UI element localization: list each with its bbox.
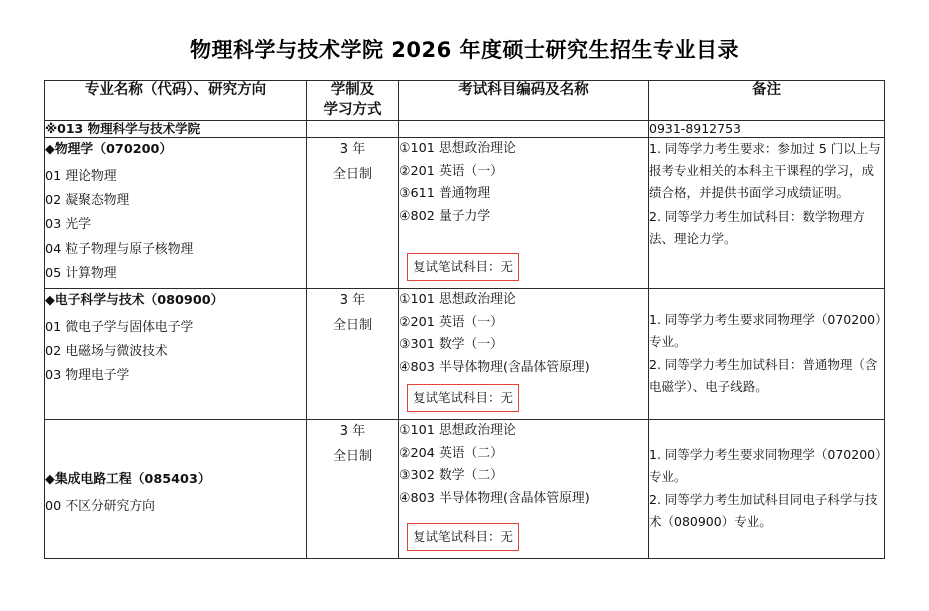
subheader-blank-subjects [399,121,649,138]
page-title: 物理科学与技术学院 2026 年度硕士研究生招生专业目录 [189,38,740,62]
study-mode-cell [307,420,399,559]
study-mode: 全日制 [332,318,372,334]
remark-item: 2. 同等学力考生加试科目同电子科学与技术（080900）专业。 [649,492,878,530]
research-direction: 01 微电子学与固体电子学 [45,319,194,335]
column-header-study-mode [307,81,399,121]
exam-subject: ①101 思想政治理论 [399,292,516,308]
retest-subject-highlight: 复试笔试科目：无 [407,523,519,552]
table-header [45,81,885,121]
research-direction: 02 电磁场与微波技术 [45,344,168,359]
college-phone: 0931-8912753 [649,121,885,138]
table-row [45,420,885,559]
remarks-cell [649,420,885,559]
research-direction: 05 计算物理 [45,265,117,281]
major-cell [45,420,307,559]
research-direction: 00 不区分研究方向 [45,498,155,514]
major-name: ◆集成电路工程（085403） [45,472,211,488]
remarks-cell [649,289,885,420]
exam-subjects-cell [399,420,649,559]
study-duration: 3 年 [339,293,366,309]
exam-subject: ④803 半导体物理(含晶体管原理) [399,490,590,506]
exam-subject: ②201 英语（一） [399,163,503,179]
study-duration: 3 年 [339,142,366,158]
major-cell [45,289,307,420]
major-name: ◆物理学（070200） [45,142,173,158]
column-header-exam-subjects: 考试科目编码及名称 [399,81,649,121]
column-header-major: 专业名称（代码）、研究方向 [45,81,307,121]
exam-subject: ③302 数学（二） [399,468,503,484]
exam-subject: ④802 量子力学 [399,208,491,224]
research-direction: 03 光学 [45,217,91,233]
exam-subjects-cell [399,138,649,289]
exam-subject: ①101 思想政治理论 [399,141,516,157]
admissions-catalog-table [44,80,885,559]
subheader-blank-study-mode [307,121,399,138]
remark-item: 1. 同等学力考生要求同物理学（070200）专业。 [649,446,882,484]
table-header-row [45,81,885,121]
college-subheader-row [45,121,885,138]
column-header-study-mode-line1: 学制及 [330,82,375,98]
college-name: ※013 物理科学与技术学院 [45,121,307,138]
exam-subject: ②204 英语（二） [399,445,503,461]
research-direction: 04 粒子物理与原子核物理 [45,241,194,257]
remark-item: 1. 同等学力考生要求同物理学（070200）专业。 [649,311,882,349]
retest-subject-highlight: 复试笔试科目：无 [407,253,519,282]
study-mode: 全日制 [332,449,372,465]
column-header-study-mode-line2: 学习方式 [323,101,382,118]
research-direction: 03 物理电子学 [45,368,130,384]
major-cell [45,138,307,289]
exam-subjects-cell [399,289,649,420]
exam-subject: ④803 半导体物理(含晶体管原理) [399,359,590,375]
study-mode-cell [307,289,399,420]
column-header-remarks: 备注 [649,81,885,121]
remark-item: 2. 同等学力考生加试科目：数学物理方法、理论力学。 [649,209,865,246]
remarks-cell [649,138,885,289]
exam-subject: ③611 普通物理 [399,186,491,202]
remark-item: 1. 同等学力考生要求：参加过 5 门以上与报考专业相关的本科主干课程的学习，成绩合格，并提供书面学习成绩证明。 [649,141,881,201]
research-direction: 02 凝聚态物理 [45,193,130,208]
exam-subject: ①101 思想政治理论 [399,423,516,439]
research-direction: 01 理论物理 [45,168,117,184]
exam-subject: ②201 英语（一） [399,314,503,330]
study-mode-cell [307,138,399,289]
study-mode: 全日制 [332,167,372,183]
study-duration: 3 年 [339,424,366,440]
table-row [45,289,885,420]
remark-item: 2. 同等学力考生加试科目：普通物理（含电磁学）、电子线路。 [649,357,878,395]
table-row [45,138,885,289]
retest-subject-highlight: 复试笔试科目：无 [407,384,519,413]
major-name: ◆电子科学与技术（080900） [45,293,224,309]
exam-subject: ③301 数学（一） [399,337,503,353]
